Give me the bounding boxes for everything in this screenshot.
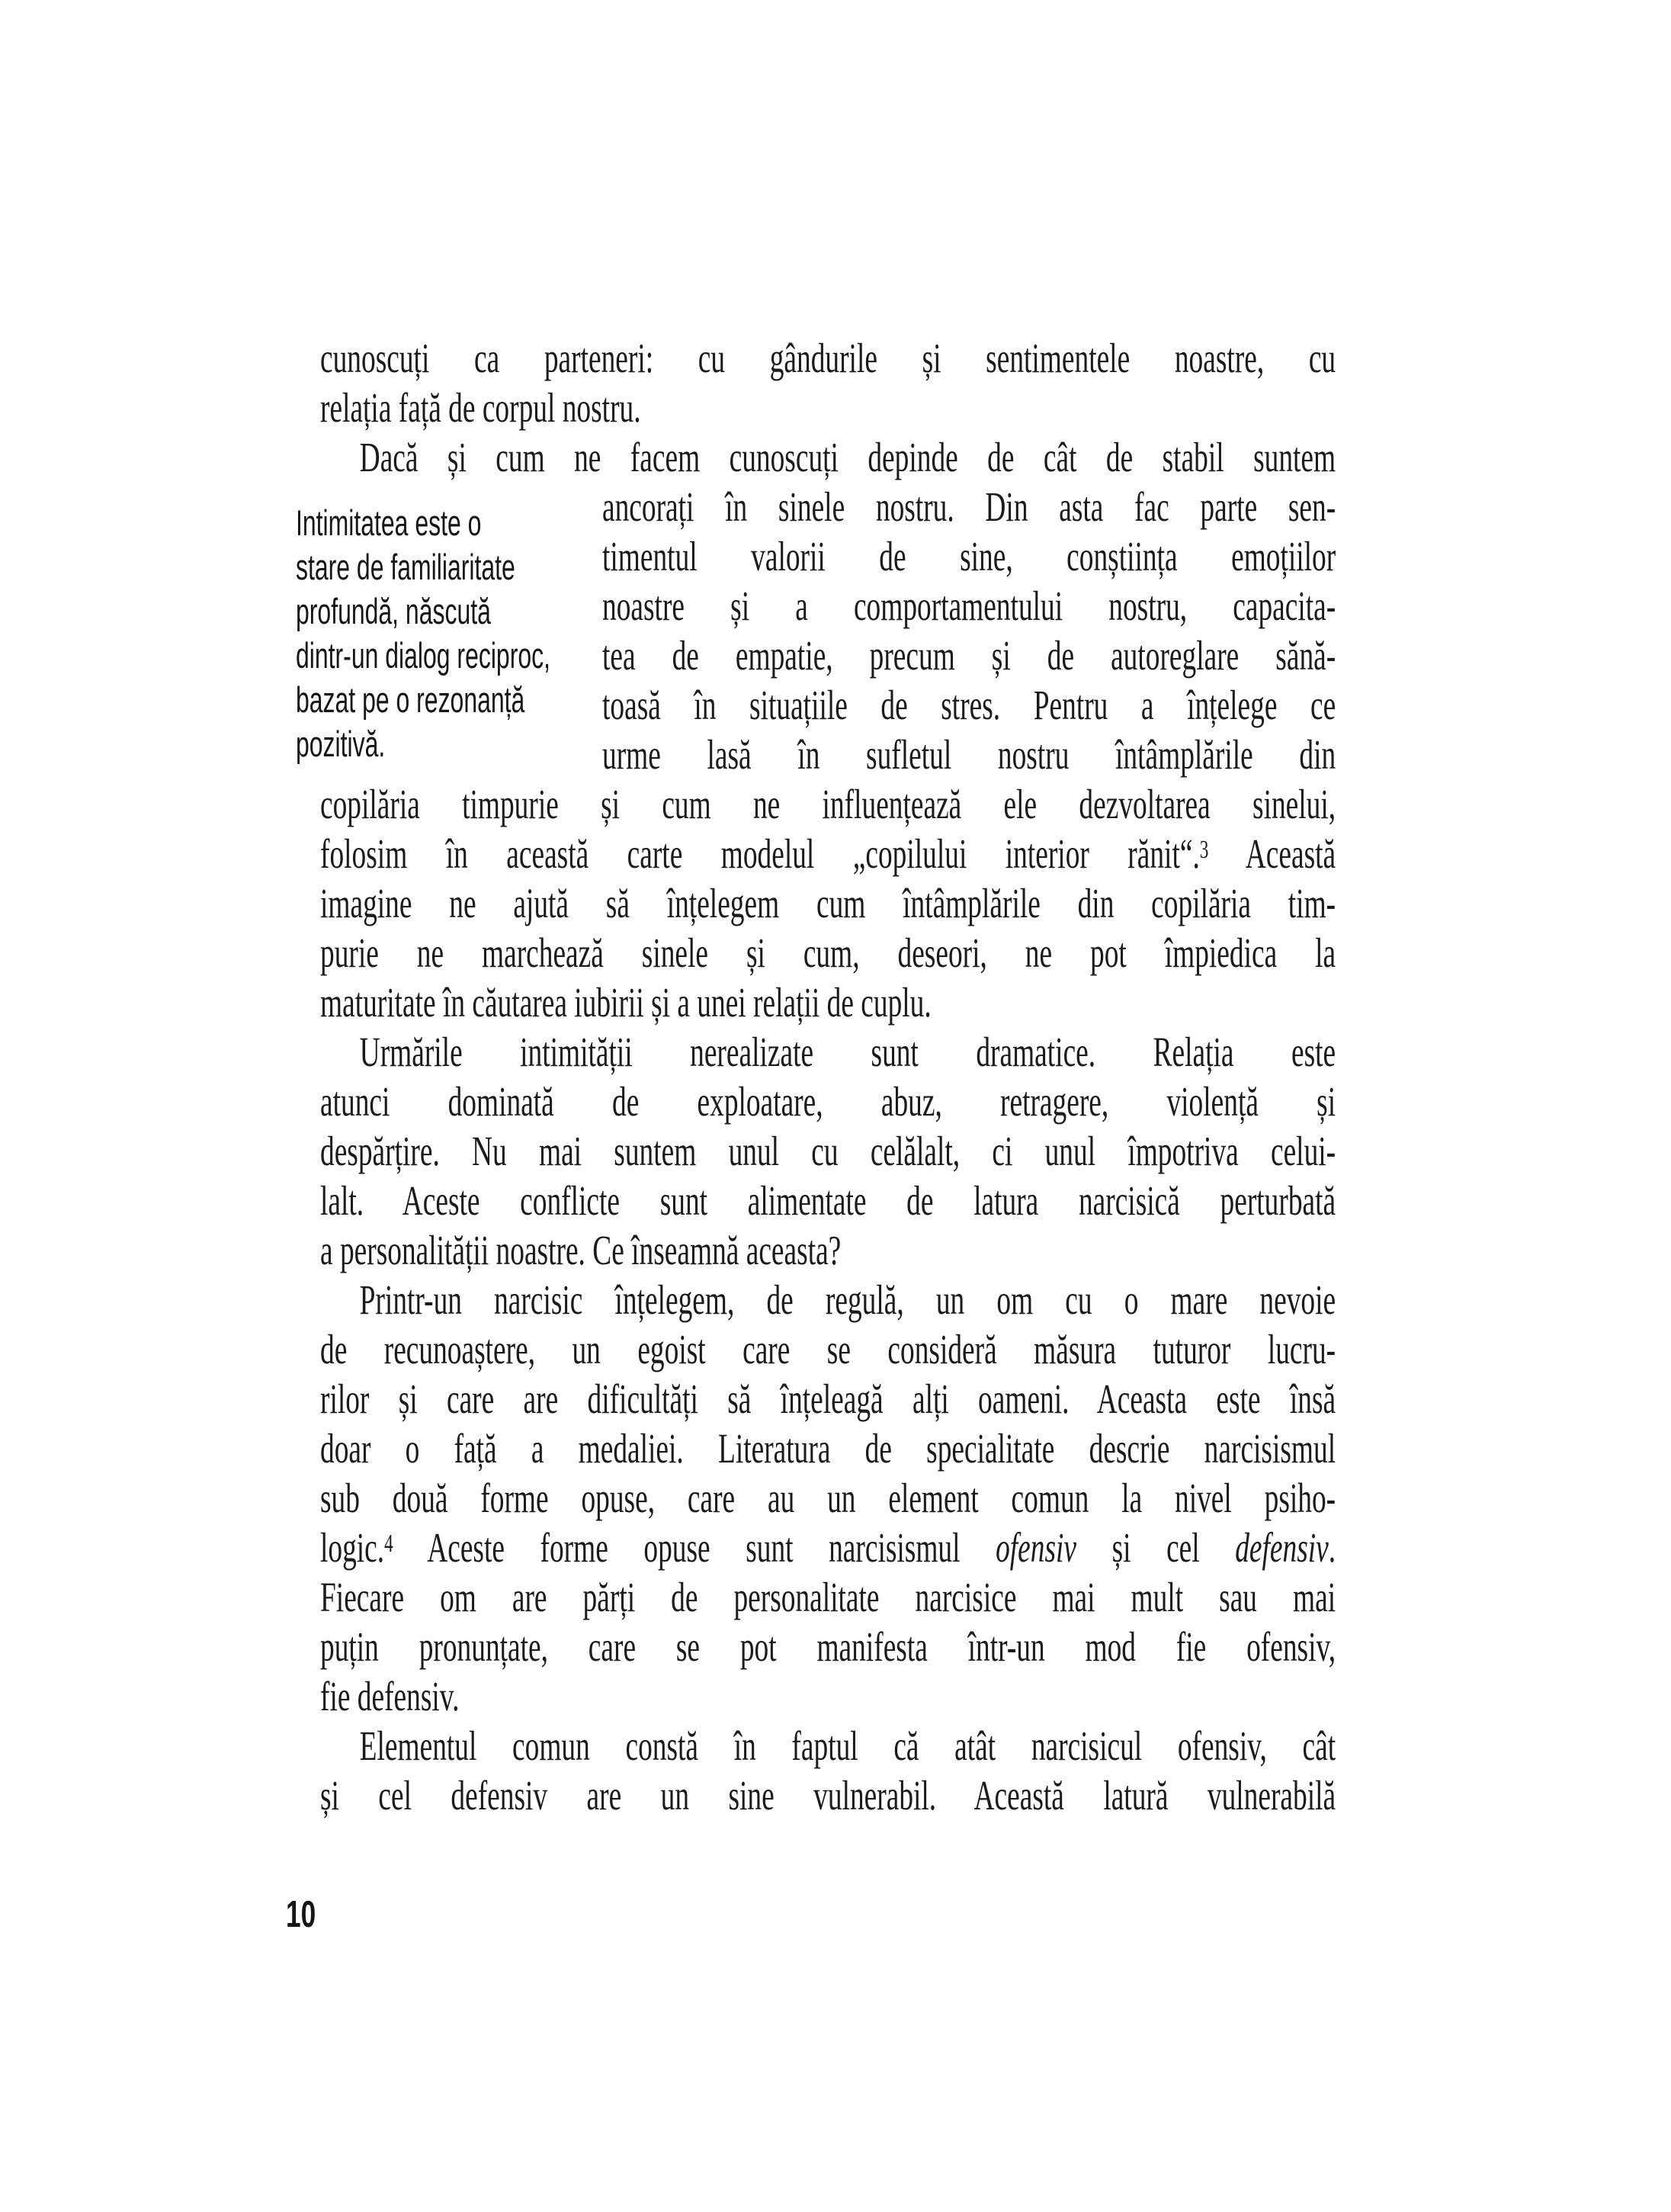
- text-segment: fie defensiv.: [320, 1673, 460, 1719]
- text-segment: .: [1328, 1524, 1336, 1571]
- text-line: [320, 1077, 1336, 1126]
- text-segment: puțin pronunțate, care se pot manifesta într-un mod fie ofensiv,: [320, 1623, 1336, 1670]
- margin-note-line: profundă, născută: [296, 591, 491, 631]
- text-segment: Urmările intimității nerealizate sunt dramatice. Relația este: [359, 1029, 1336, 1075]
- margin-note-line: dintr-un dialog reciproc,: [296, 635, 550, 676]
- text-line: [320, 1721, 1336, 1771]
- text-segment: Dacă și cum ne facem cunoscuți depinde de cât de stabil suntem: [359, 434, 1336, 480]
- text-segment: Fiecare om are părți de personalitate narcisice mai mult sau mai: [320, 1574, 1336, 1620]
- text-line: [320, 928, 1336, 978]
- text-segment: atunci dominată de exploatare, abuz, retragere, violență și: [320, 1078, 1336, 1125]
- text-line: [602, 631, 1336, 680]
- text-segment: și cel defensiv are un sine vulnerabil. Această latură vulnerabilă: [320, 1772, 1336, 1819]
- text-segment: lalt. Aceste conflicte sunt alimentate de latura narcisică perturbată: [320, 1177, 1336, 1224]
- text-segment: imagine ne ajută să înțelegem cum întâmplările din copilăria tim-: [320, 880, 1336, 926]
- text-line: [320, 829, 1336, 878]
- footnote-reference: 4: [384, 1530, 393, 1559]
- page-number: 10: [286, 1894, 316, 1935]
- text-line: [320, 1473, 1336, 1523]
- text-segment: ancorați în sinele nostru. Din asta fac parte sen-: [602, 483, 1336, 530]
- text-line: [602, 581, 1336, 631]
- text-line: [320, 1374, 1336, 1424]
- text-line: [320, 432, 1336, 482]
- text-line: [320, 383, 1336, 432]
- text-segment: Elementul comun constă în faptul că atât narcisicul ofensiv, cât: [359, 1722, 1336, 1769]
- text-line: [320, 878, 1336, 928]
- text-segment: rilor și care are dificultăți să înțeleagă alți oameni. Aceasta este însă: [320, 1376, 1336, 1422]
- text-segment: relația față de corpul nostru.: [320, 384, 641, 431]
- text-segment: despărțire. Nu mai suntem unul cu celălalt, ci unul împotriva celui-: [320, 1128, 1336, 1174]
- text-segment: sub două forme opuse, care au un element comun la nivel psiho-: [320, 1475, 1336, 1521]
- text-segment: Această: [1208, 830, 1336, 877]
- text-segment: doar o față a medaliei. Literatura de specialitate descrie narcisismul: [320, 1425, 1336, 1472]
- text-line: [602, 680, 1336, 730]
- text-segment: Aceste forme opuse sunt narcisismul: [393, 1524, 996, 1571]
- text-segment: timentul valorii de sine, conștiința emoțiilor: [602, 533, 1336, 579]
- text-line: [602, 482, 1336, 531]
- text-segment: urme lasă în sufletul nostru întâmplările din: [602, 731, 1336, 778]
- margin-note: [296, 501, 586, 766]
- body-text-narrow-column: [602, 482, 1336, 779]
- text-line: [320, 1027, 1336, 1077]
- text-line: [320, 333, 1336, 383]
- margin-note-line: Intimitatea este o: [296, 502, 482, 543]
- text-segment: folosim în această carte modelul „copilului interior rănit“.: [320, 830, 1200, 877]
- text-segment: toasă în situațiile de stres. Pentru a înțelege ce: [602, 682, 1336, 728]
- text-segment: și cel: [1076, 1524, 1236, 1571]
- text-segment: noastre și a comportamentului nostru, capacita-: [602, 583, 1336, 629]
- text-segment: cunoscuți ca parteneri: cu gândurile și sentimentele noastre, cu: [320, 335, 1336, 381]
- text-segment: logic.: [320, 1524, 385, 1571]
- text-segment: Printr-un narcisic înțelegem, de regulă, un om cu o mare nevoie: [359, 1276, 1336, 1323]
- text-line: [320, 1771, 1336, 1820]
- text-line: [320, 1671, 1336, 1721]
- text-segment: maturitate în căutarea iubirii și a unei relații de cuplu.: [320, 979, 932, 1026]
- text-line: [320, 1176, 1336, 1225]
- margin-note-line: stare de familiaritate: [296, 547, 515, 587]
- text-segment: defensiv: [1235, 1524, 1329, 1571]
- text-line: [320, 779, 1336, 829]
- text-line: [320, 1324, 1336, 1374]
- text-line: [320, 1126, 1336, 1176]
- text-line: [320, 1225, 1336, 1275]
- text-line: [602, 730, 1336, 779]
- margin-note-line: bazat pe o rezonanță: [296, 679, 525, 720]
- text-segment: ofensiv: [996, 1524, 1077, 1571]
- body-text-lower: [320, 779, 1336, 1820]
- footnote-reference: 3: [1199, 836, 1209, 865]
- body-text-top: [320, 333, 1336, 482]
- margin-note-line: pozitivă.: [296, 724, 386, 764]
- text-line: [602, 531, 1336, 581]
- text-line: [320, 978, 1336, 1027]
- text-line: [320, 1572, 1336, 1622]
- text-line: [320, 1622, 1336, 1671]
- text-segment: de recunoaștere, un egoist care se consideră măsura tuturor lucru-: [320, 1326, 1336, 1372]
- text-segment: copilăria timpurie și cum ne influențează ele dezvoltarea sinelui,: [320, 781, 1336, 827]
- text-segment: tea de empatie, precum și de autoreglare sănă-: [602, 632, 1336, 679]
- text-segment: a personalității noastre. Ce înseamnă aceasta?: [320, 1227, 842, 1273]
- text-line: [320, 1523, 1336, 1572]
- text-line: [320, 1275, 1336, 1324]
- text-line: [320, 1424, 1336, 1473]
- text-segment: purie ne marchează sinele și cum, deseori, ne pot împiedica la: [320, 929, 1336, 976]
